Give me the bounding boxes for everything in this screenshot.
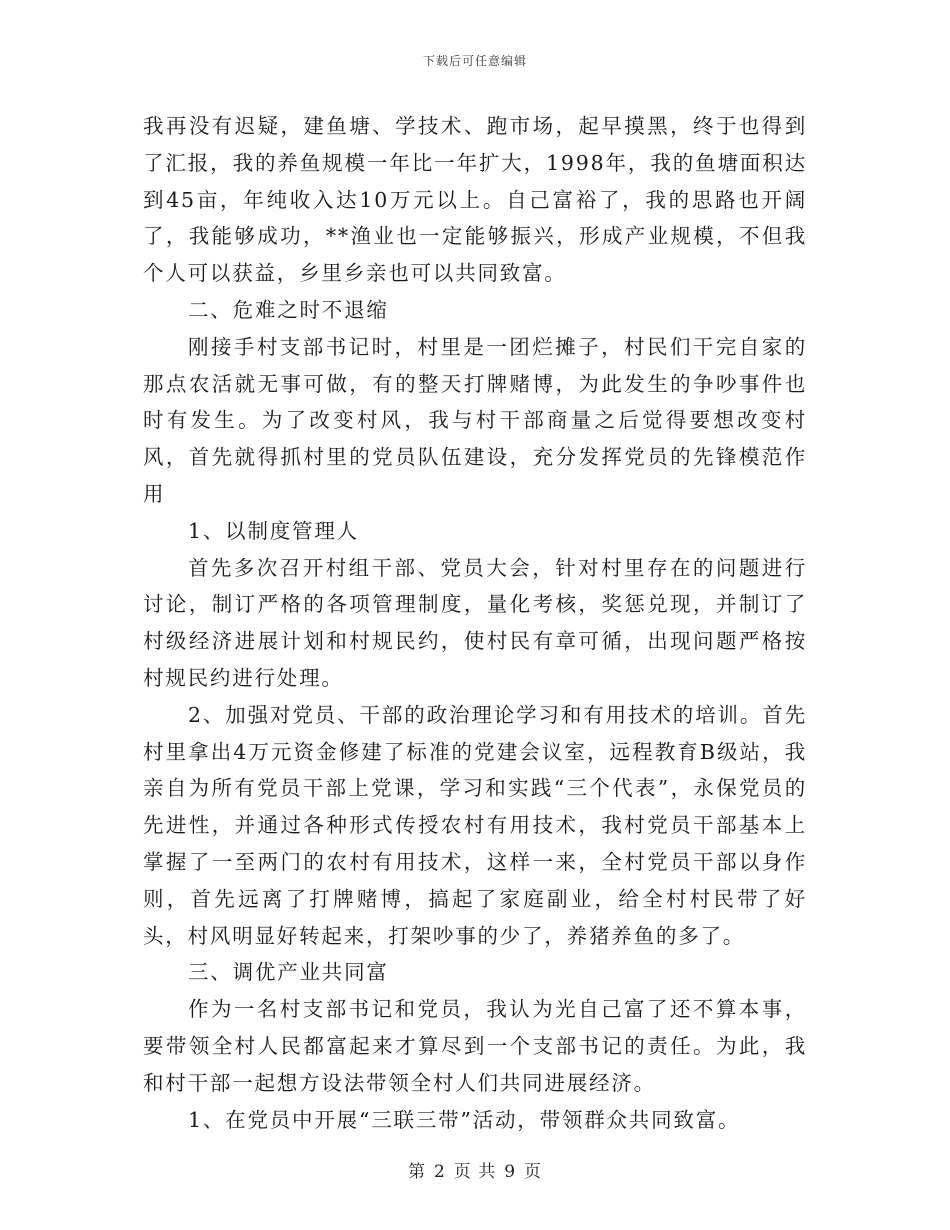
page-suffix: 页 [524, 1162, 543, 1182]
paragraph-9: 1、在党员中开展“三联三带”活动，带领群众共同致富。 [188, 1107, 741, 1132]
paragraph-1: 我再没有迟疑，建鱼塘、学技术、跑市场，起早摸黑，终于也得到了汇报，我的养鱼规模一年比一年扩大，1998年，我的鱼塘面积达到45亩，年纯收入达10万元以上。自己富裕了，我的思路也开阔了，我能够成功，**渔业也一定能够振兴，形成产业规模，不但我个人可以获益，乡里乡亲也可以共同致富。 [143, 114, 807, 286]
page-prefix: 第 [407, 1162, 426, 1182]
paragraph-3: 刚接手村支部书记时，村里是一团烂摊子，村民们干完自家的那点农活就无事可做，有的整天打牌赌博，为此发生的争吵事件也时有发生。为了改变村风，我与村干部商量之后觉得要想改变村风，首先就得抓村里的党员队伍建设，充分发挥党员的先锋模范作用 [143, 334, 807, 506]
paragraph-8: 作为一名村支部书记和党员，我认为光自己富了还不算本事，要带领全村人民都富起来才算尽到一个支部书记的责任。为此，我和村干部一起想方设法带领全村人们共同进展经济。 [143, 997, 807, 1095]
paragraph-6: 2、加强对党员、干部的政治理论学习和有用技术的培训。首先村里拿出4万元资金修建了标准的党建会议室，远程教育B级站，我亲自为所有党员干部上党课，学习和实践“三个代表”，永保党员的先进性，并通过各种形式传授农村有用技术，我村党员干部基本上掌握了一至两门的农村有用技术，这样一来，全村党员干部以身作则，首先远离了打牌赌博，搞起了家庭副业，给全村村民带了好头，村风明显好转起来，打架吵事的少了，养猪养鱼的多了。 [143, 702, 807, 948]
document-body [143, 108, 807, 1138]
subheading-4: 1、以制度管理人 [188, 518, 359, 543]
page-middle: 页 共 [453, 1162, 497, 1182]
page-number [0, 1157, 950, 1182]
paragraph-5: 首先多次召开村组干部、党员大会，针对村里存在的问题进行讨论，制订严格的各项管理制度，量化考核，奖惩兑现，并制订了村级经济进展计划和村规民约，使村民有章可循，出现问题严格按村规民约进行处理。 [143, 555, 807, 690]
current-page-number: 2 [433, 1162, 446, 1182]
page-header: 下载后可任意编辑 [422, 54, 527, 68]
section-heading-2: 二、危难之时不退缩 [188, 297, 389, 322]
section-heading-7: 三、调优产业共同富 [188, 960, 389, 985]
total-pages-number: 9 [504, 1162, 517, 1182]
